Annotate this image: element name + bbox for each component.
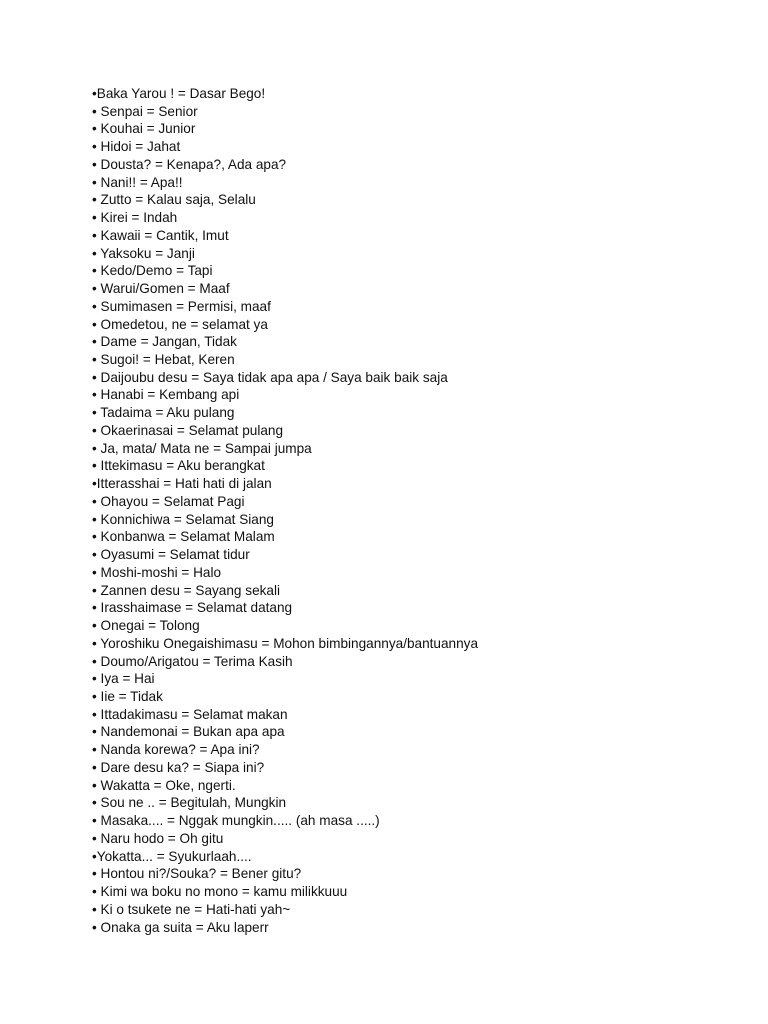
vocab-line: • Irasshaimase = Selamat datang <box>92 600 293 616</box>
vocab-line: • Kedo/Demo = Tapi <box>92 263 213 279</box>
vocab-line: • Ittekimasu = Aku berangkat <box>92 458 265 474</box>
document-page <box>92 85 732 936</box>
vocab-line: •Itterasshai = Hati hati di jalan <box>92 476 272 492</box>
vocab-line: • Oyasumi = Selamat tidur <box>92 547 250 563</box>
vocab-line: • Daijoubu desu = Saya tidak apa apa / Saya baik baik saja <box>92 369 448 385</box>
vocab-line: • Nanda korewa? = Apa ini? <box>92 742 260 758</box>
vocab-line: • Iya = Hai <box>92 671 155 687</box>
vocab-line: •Baka Yarou ! = Dasar Bego! <box>92 86 266 101</box>
vocab-line: • Konnichiwa = Selamat Siang <box>92 511 274 527</box>
vocab-line: • Onegai = Tolong <box>92 618 200 634</box>
vocab-line: • Moshi-moshi = Halo <box>92 564 222 580</box>
vocab-line: • Doumo/Arigatou = Terima Kasih <box>92 653 293 669</box>
vocab-line: • Sumimasen = Permisi, maaf <box>92 298 271 314</box>
vocab-line: • Sugoi! = Hebat, Keren <box>92 352 235 368</box>
vocab-line: • Kimi wa boku no mono = kamu milikkuuu <box>92 884 348 900</box>
vocab-line: • Hontou ni?/Souka? = Bener gitu? <box>92 866 302 882</box>
vocab-line: • Zutto = Kalau saja, Selalu <box>92 192 256 208</box>
vocab-line: • Nani!! = Apa!! <box>92 174 183 190</box>
vocab-line: • Tadaima = Aku pulang <box>92 405 235 421</box>
vocab-line: • Masaka.... = Nggak mungkin..... (ah masa .....) <box>92 813 380 829</box>
vocab-line: • Yoroshiku Onegaishimasu = Mohon bimbingannya/bantuannya <box>92 635 479 651</box>
vocab-line: • Kirei = Indah <box>92 210 178 226</box>
vocab-line: • Iie = Tidak <box>92 688 163 704</box>
vocab-line: • Ja, mata/ Mata ne = Sampai jumpa <box>92 440 312 456</box>
vocab-line: • Hanabi = Kembang api <box>92 387 240 403</box>
vocab-line: • Dare desu ka? = Siapa ini? <box>92 759 265 775</box>
vocab-line: • Senpai = Senior <box>92 103 198 119</box>
vocab-line: • Warui/Gomen = Maaf <box>92 281 230 297</box>
vocab-line: • Zannen desu = Sayang sekali <box>92 582 281 598</box>
vocab-line: •Yokatta... = Syukurlaah.... <box>92 848 252 864</box>
vocab-line: • Kawaii = Cantik, Imut <box>92 227 229 243</box>
vocab-line: • Yaksoku = Janji <box>92 245 195 261</box>
vocab-line: • Dame = Jangan, Tidak <box>92 334 237 350</box>
vocab-line: • Nandemonai = Bukan apa apa <box>92 724 285 740</box>
vocab-line: • Hidoi = Jahat <box>92 139 181 155</box>
vocab-line: • Ittadakimasu = Selamat makan <box>92 706 288 722</box>
vocab-line: • Naru hodo = Oh gitu <box>92 830 224 846</box>
vocab-line: • Konbanwa = Selamat Malam <box>92 529 275 545</box>
vocab-line: • Kouhai = Junior <box>92 121 196 137</box>
vocab-line: • Omedetou, ne = selamat ya <box>92 316 268 332</box>
vocab-line: • Wakatta = Oke, ngerti. <box>92 777 236 793</box>
vocab-line: • Sou ne .. = Begitulah, Mungkin <box>92 795 287 811</box>
vocab-line: • Onaka ga suita = Aku laperr <box>92 919 269 935</box>
vocab-line: • Ohayou = Selamat Pagi <box>92 493 245 509</box>
vocabulary-list <box>92 85 732 936</box>
vocab-line: • Ki o tsukete ne = Hati-hati yah~ <box>92 901 291 917</box>
vocab-line: • Okaerinasai = Selamat pulang <box>92 422 284 438</box>
vocab-line: • Dousta? = Kenapa?, Ada apa? <box>92 156 287 172</box>
